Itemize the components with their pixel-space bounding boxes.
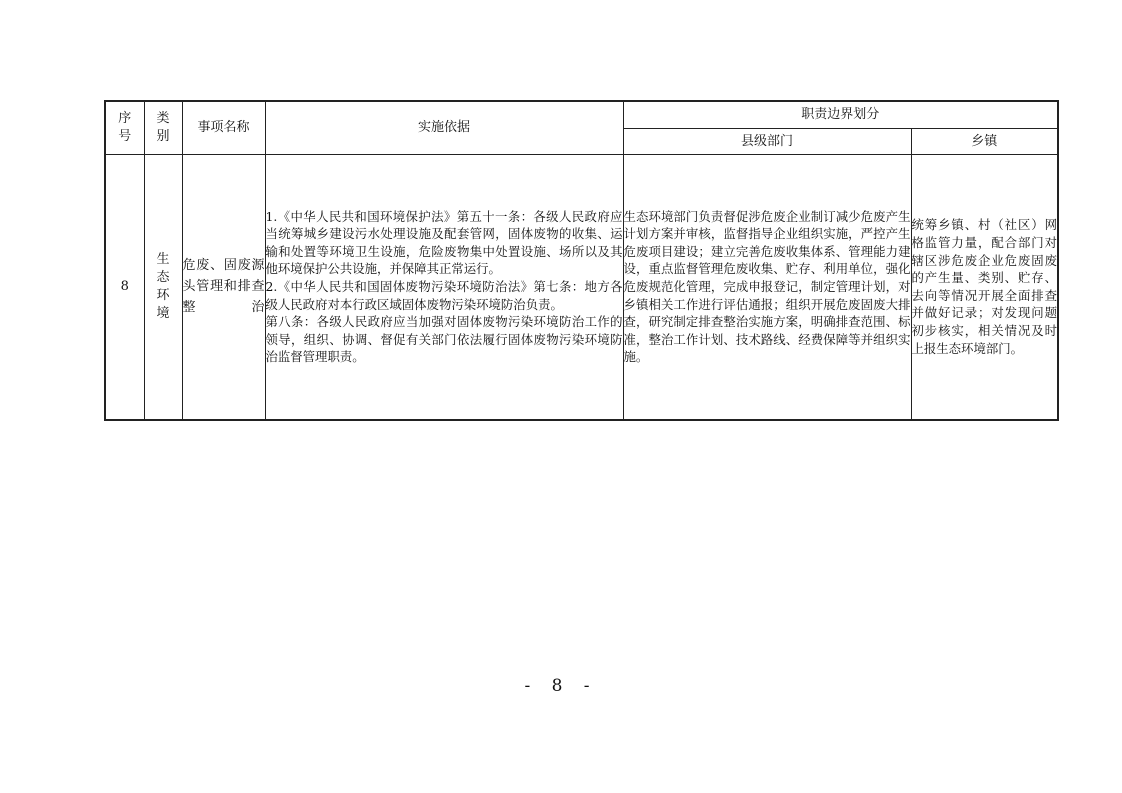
header-item-name: 事项名称 <box>182 101 265 154</box>
basis-paragraph: 2.《中华人民共和国固体废物污染环境防治法》第七条：地方各级人民政府对本行政区域固体废物污染环境防治负责。 <box>265 278 623 312</box>
header-category: 类别 <box>144 101 182 154</box>
header-basis: 实施依据 <box>265 101 623 154</box>
row-basis <box>265 154 623 420</box>
basis-paragraph: 第八条：各级人民政府应当加强对固体废物污染环境防治工作的领导，组织、协调、督促有关部门依法履行固体废物污染环境防治监督管理职责。 <box>265 314 623 365</box>
header-duty-division: 职责边界划分 <box>623 101 1058 128</box>
header-county-department: 县级部门 <box>623 128 911 154</box>
row-county-duty: 生态环境部门负责督促涉危废企业制订减少危废产生计划方案并审核，监督指导企业组织实施，严控产生危废项目建设；建立完善危废收集体系、管理能力建设，重点监督管理危废收集、贮存、利用单位，强化危废规范化管理，完成申报登记，制定管理计划，对乡镇相关工作进行评估通报；组织开展危废固废大排查，研究制定排查整治实施方案，明确排查范围、标准，整治工作计划、技术路线、经费保障等并组织实施。 <box>623 154 911 420</box>
page-number: - 8 - <box>524 676 598 696</box>
header-township: 乡镇 <box>911 128 1058 154</box>
row-item-name: 危废、固废源头管理和排查整治 <box>182 154 265 420</box>
table-row <box>105 154 1058 420</box>
row-category: 生态环境 <box>144 154 182 420</box>
row-seq: 8 <box>105 154 144 420</box>
duty-boundary-table <box>104 100 1059 421</box>
header-seq: 序号 <box>105 101 144 154</box>
row-township-duty: 统筹乡镇、村（社区）网格监管力量，配合部门对辖区涉危废企业危废固废的产生量、类别、贮存、去向等情况开展全面排查并做好记录；对发现问题初步核实，相关情况及时上报生态环境部门。 <box>911 154 1058 420</box>
basis-paragraph: 1.《中华人民共和国环境保护法》第五十一条：各级人民政府应当统筹城乡建设污水处理设施及配套管网，固体废物的收集、运输和处置等环境卫生设施，危险废物集中处置设施、场所以及其他环境保护公共设施，并保障其正常运行。 <box>265 208 623 277</box>
